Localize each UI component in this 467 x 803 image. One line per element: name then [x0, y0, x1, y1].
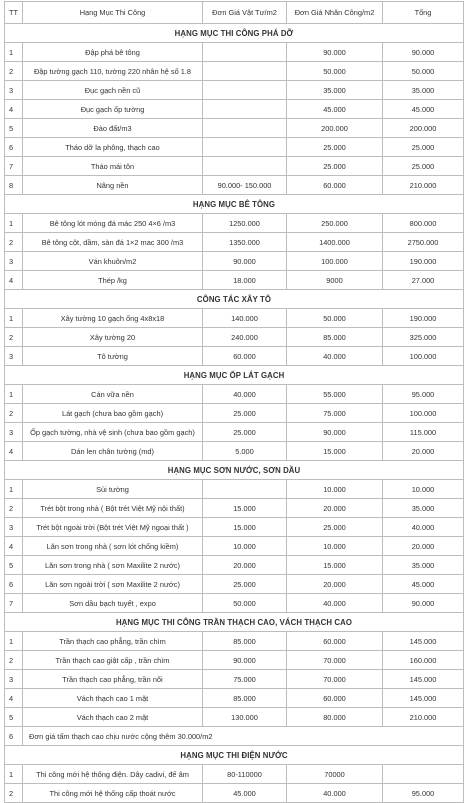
cell-name: Cán vữa nền — [23, 385, 203, 404]
cell-tong: 90.000 — [383, 43, 464, 62]
header-vat-tu: Đơn Giá Vật Tư/m2 — [203, 2, 287, 24]
table-row — [5, 651, 464, 670]
cell-tt: 2 — [5, 233, 23, 252]
cell-vat-tu: 18.000 — [203, 271, 287, 290]
table-body — [5, 24, 464, 803]
cell-name: Lăn sơn trong nhà ( sơn lót chống kiềm) — [23, 537, 203, 556]
table-row — [5, 271, 464, 290]
cell-vat-tu: 240.000 — [203, 328, 287, 347]
table-row — [5, 480, 464, 499]
cell-tt: 3 — [5, 81, 23, 100]
cell-nhan-cong: 80.000 — [287, 708, 383, 727]
cell-nhan-cong: 75.000 — [287, 404, 383, 423]
cell-vat-tu: 90.000- 150.000 — [203, 176, 287, 195]
cell-nhan-cong: 10.000 — [287, 537, 383, 556]
cell-nhan-cong: 25.000 — [287, 138, 383, 157]
cell-vat-tu — [203, 43, 287, 62]
cell-tt: 6 — [5, 727, 23, 746]
cell-tong: 90.000 — [383, 594, 464, 613]
cell-vat-tu: 60.000 — [203, 347, 287, 366]
table-row — [5, 233, 464, 252]
cell-vat-tu: 10.000 — [203, 537, 287, 556]
cell-nhan-cong: 250.000 — [287, 214, 383, 233]
table-header-row — [5, 2, 464, 24]
table-row — [5, 632, 464, 651]
cell-tt: 4 — [5, 537, 23, 556]
cell-tong: 27.000 — [383, 271, 464, 290]
cell-nhan-cong: 40.000 — [287, 347, 383, 366]
cell-tt: 5 — [5, 708, 23, 727]
cell-nhan-cong: 55.000 — [287, 385, 383, 404]
cell-tong: 50.000 — [383, 62, 464, 81]
cell-tt: 2 — [5, 62, 23, 81]
cell-tt: 3 — [5, 252, 23, 271]
cell-name: Ốp gạch tường, nhà vệ sinh (chưa bao gồm gạch) — [23, 423, 203, 442]
cell-name: Đục gạch ốp tường — [23, 100, 203, 119]
cell-tt: 2 — [5, 651, 23, 670]
cell-name: Trần thạch cao phẳng, trần nổi — [23, 670, 203, 689]
table-row — [5, 43, 464, 62]
cell-vat-tu: 1250.000 — [203, 214, 287, 233]
cell-tt: 4 — [5, 689, 23, 708]
table-row — [5, 499, 464, 518]
table-row — [5, 347, 464, 366]
cell-name: Thép /kg — [23, 271, 203, 290]
table-row — [5, 62, 464, 81]
cell-vat-tu: 5.000 — [203, 442, 287, 461]
note-text: Đơn giá tấm thạch cao chịu nước cộng thêm 30.000/m2 — [23, 727, 464, 746]
cell-vat-tu: 20.000 — [203, 556, 287, 575]
table-row — [5, 708, 464, 727]
cell-tt: 2 — [5, 404, 23, 423]
table-row — [5, 214, 464, 233]
cell-vat-tu: 25.000 — [203, 404, 287, 423]
cell-name: Sơn dầu bạch tuyết , expo — [23, 594, 203, 613]
cell-tong: 100.000 — [383, 404, 464, 423]
section-title: HẠNG MỤC THI CÔNG PHÁ DỠ — [5, 24, 464, 43]
cell-tt: 3 — [5, 670, 23, 689]
cell-vat-tu: 45.000 — [203, 784, 287, 803]
cell-nhan-cong: 100.000 — [287, 252, 383, 271]
cell-tong: 190.000 — [383, 252, 464, 271]
cell-tong: 190.000 — [383, 309, 464, 328]
cell-tt: 1 — [5, 309, 23, 328]
section-title: CÔNG TÁC XÂY TÔ — [5, 290, 464, 309]
cell-tong: 25.000 — [383, 138, 464, 157]
cell-tong — [383, 765, 464, 784]
cell-name: Ván khuôn/m2 — [23, 252, 203, 271]
cell-name: Trần thạch cao phẳng, trần chìm — [23, 632, 203, 651]
cell-vat-tu: 85.000 — [203, 632, 287, 651]
table-row — [5, 138, 464, 157]
cell-vat-tu: 40.000 — [203, 385, 287, 404]
cell-vat-tu — [203, 62, 287, 81]
cell-nhan-cong: 20.000 — [287, 499, 383, 518]
cell-tong: 325.000 — [383, 328, 464, 347]
cell-nhan-cong: 70.000 — [287, 670, 383, 689]
cell-name: Bê tông cột, dầm, sàn đá 1×2 mac 300 /m3 — [23, 233, 203, 252]
cell-tong: 95.000 — [383, 385, 464, 404]
cell-vat-tu: 15.000 — [203, 518, 287, 537]
cell-vat-tu — [203, 480, 287, 499]
cell-tong: 210.000 — [383, 176, 464, 195]
cell-tt: 3 — [5, 423, 23, 442]
cell-tt: 4 — [5, 100, 23, 119]
cell-tt: 5 — [5, 119, 23, 138]
table-row — [5, 765, 464, 784]
cell-vat-tu: 1350.000 — [203, 233, 287, 252]
cell-tt: 4 — [5, 271, 23, 290]
table-row — [5, 423, 464, 442]
cell-nhan-cong: 1400.000 — [287, 233, 383, 252]
cell-vat-tu: 90.000 — [203, 651, 287, 670]
cell-name: Đục gạch nền cũ — [23, 81, 203, 100]
cell-name: Trét bột ngoài trời (Bột trét Việt Mỹ ngoại thất ) — [23, 518, 203, 537]
cell-name: Sủi tường — [23, 480, 203, 499]
cell-vat-tu: 15.000 — [203, 499, 287, 518]
cell-name: Đào đất/m3 — [23, 119, 203, 138]
cell-tt: 6 — [5, 138, 23, 157]
cell-tong: 45.000 — [383, 100, 464, 119]
cell-vat-tu: 80-110000 — [203, 765, 287, 784]
cell-nhan-cong: 60.000 — [287, 632, 383, 651]
cell-tong: 210.000 — [383, 708, 464, 727]
cell-name: Tháo mái tôn — [23, 157, 203, 176]
table-row — [5, 689, 464, 708]
cell-tong: 145.000 — [383, 689, 464, 708]
cell-nhan-cong: 9000 — [287, 271, 383, 290]
cell-tt: 6 — [5, 575, 23, 594]
cell-nhan-cong: 20.000 — [287, 575, 383, 594]
cell-nhan-cong: 90.000 — [287, 43, 383, 62]
section-title: HẠNG MỤC THI CÔNG TRẦN THẠCH CAO, VÁCH THẠCH CAO — [5, 613, 464, 632]
cell-vat-tu — [203, 100, 287, 119]
cell-tong: 200.000 — [383, 119, 464, 138]
cell-vat-tu: 25.000 — [203, 575, 287, 594]
cell-tt: 1 — [5, 43, 23, 62]
cell-tong: 25.000 — [383, 157, 464, 176]
cell-nhan-cong: 25.000 — [287, 518, 383, 537]
cell-nhan-cong: 200.000 — [287, 119, 383, 138]
cell-vat-tu: 50.000 — [203, 594, 287, 613]
cell-tt: 1 — [5, 214, 23, 233]
cell-nhan-cong: 90.000 — [287, 423, 383, 442]
cell-tong: 10.000 — [383, 480, 464, 499]
section-title: HẠNG MỤC THI ĐIỆN NƯỚC — [5, 746, 464, 765]
cell-vat-tu: 130.000 — [203, 708, 287, 727]
cell-tong: 145.000 — [383, 670, 464, 689]
cell-tt: 1 — [5, 480, 23, 499]
cell-name: Đập phá bê tông — [23, 43, 203, 62]
cell-nhan-cong: 40.000 — [287, 784, 383, 803]
section-title-row — [5, 613, 464, 632]
cell-vat-tu: 75.000 — [203, 670, 287, 689]
table-row — [5, 328, 464, 347]
cell-nhan-cong: 85.000 — [287, 328, 383, 347]
table-row — [5, 100, 464, 119]
cell-tt: 5 — [5, 556, 23, 575]
cell-name: Tô tường — [23, 347, 203, 366]
cell-name: Thi công mới hệ thống điện. Dây cadivi, đế âm — [23, 765, 203, 784]
cell-tong: 100.000 — [383, 347, 464, 366]
cell-vat-tu: 140.000 — [203, 309, 287, 328]
cell-name: Xây tường 10 gạch ống 4x8x18 — [23, 309, 203, 328]
table-row — [5, 157, 464, 176]
cell-nhan-cong: 50.000 — [287, 309, 383, 328]
cell-name: Dán len chân tường (md) — [23, 442, 203, 461]
section-title-row — [5, 746, 464, 765]
cell-tt: 3 — [5, 518, 23, 537]
cell-vat-tu — [203, 81, 287, 100]
cell-vat-tu — [203, 138, 287, 157]
cell-vat-tu — [203, 119, 287, 138]
cell-vat-tu: 90.000 — [203, 252, 287, 271]
table-row — [5, 119, 464, 138]
cell-tt: 2 — [5, 328, 23, 347]
table-row — [5, 442, 464, 461]
cell-tt: 8 — [5, 176, 23, 195]
section-title-row — [5, 195, 464, 214]
cell-tt: 1 — [5, 632, 23, 651]
cell-nhan-cong: 60.000 — [287, 176, 383, 195]
cell-tong: 2750.000 — [383, 233, 464, 252]
cell-vat-tu: 25.000 — [203, 423, 287, 442]
header-name: Hạng Mục Thi Công — [23, 2, 203, 24]
cell-tt: 7 — [5, 157, 23, 176]
cell-nhan-cong: 15.000 — [287, 442, 383, 461]
cell-tong: 35.000 — [383, 81, 464, 100]
cell-name: Lăn sơn trong nhà ( sơn Maxilite 2 nước) — [23, 556, 203, 575]
cell-name: Thi công mới hệ thống cấp thoát nước — [23, 784, 203, 803]
table-row — [5, 537, 464, 556]
cell-nhan-cong: 40.000 — [287, 594, 383, 613]
cell-nhan-cong: 45.000 — [287, 100, 383, 119]
cell-tong: 115.000 — [383, 423, 464, 442]
section-title-row — [5, 290, 464, 309]
table-row — [5, 556, 464, 575]
price-table — [4, 1, 464, 803]
table-row — [5, 670, 464, 689]
table-row — [5, 176, 464, 195]
cell-tt: 4 — [5, 442, 23, 461]
table-row — [5, 575, 464, 594]
cell-tong: 20.000 — [383, 442, 464, 461]
cell-nhan-cong: 60.000 — [287, 689, 383, 708]
header-tong: Tổng — [383, 2, 464, 24]
cell-tt: 2 — [5, 784, 23, 803]
cell-name: Trét bột trong nhà ( Bột trét Việt Mỹ nội thất) — [23, 499, 203, 518]
cell-tt: 1 — [5, 385, 23, 404]
cell-vat-tu — [203, 157, 287, 176]
section-title-row — [5, 24, 464, 43]
section-title-row — [5, 461, 464, 480]
cell-tong: 40.000 — [383, 518, 464, 537]
note-row — [5, 727, 464, 746]
section-title-row — [5, 366, 464, 385]
cell-name: Bê tông lót móng đá mác 250 4×6 /m3 — [23, 214, 203, 233]
cell-nhan-cong: 70000 — [287, 765, 383, 784]
table-row — [5, 252, 464, 271]
cell-nhan-cong: 70.000 — [287, 651, 383, 670]
cell-tt: 3 — [5, 347, 23, 366]
cell-tong: 800.000 — [383, 214, 464, 233]
cell-tong: 45.000 — [383, 575, 464, 594]
table-row — [5, 81, 464, 100]
cell-name: Tháo dỡ la phông, thạch cao — [23, 138, 203, 157]
cell-name: Lăn sơn ngoài trời ( sơn Maxilite 2 nước) — [23, 575, 203, 594]
cell-nhan-cong: 35.000 — [287, 81, 383, 100]
cell-nhan-cong: 15.000 — [287, 556, 383, 575]
cell-tt: 1 — [5, 765, 23, 784]
header-tt: TT — [5, 2, 23, 24]
table-row — [5, 385, 464, 404]
cell-tt: 2 — [5, 499, 23, 518]
cell-tong: 35.000 — [383, 499, 464, 518]
cell-tong: 95.000 — [383, 784, 464, 803]
cell-nhan-cong: 25.000 — [287, 157, 383, 176]
cell-nhan-cong: 50.000 — [287, 62, 383, 81]
section-title: HẠNG MỤC SƠN NƯỚC, SƠN DẦU — [5, 461, 464, 480]
cell-name: Xây tường 20 — [23, 328, 203, 347]
table-row — [5, 309, 464, 328]
table-row — [5, 404, 464, 423]
cell-vat-tu: 85.000 — [203, 689, 287, 708]
table-row — [5, 594, 464, 613]
section-title: HẠNG MỤC ỐP LÁT GẠCH — [5, 366, 464, 385]
header-nhan-cong: Đơn Giá Nhân Công/m2 — [287, 2, 383, 24]
cell-name: Vách thạch cao 1 mặt — [23, 689, 203, 708]
cell-tong: 20.000 — [383, 537, 464, 556]
cell-tt: 7 — [5, 594, 23, 613]
table-row — [5, 518, 464, 537]
section-title: HẠNG MỤC BÊ TÔNG — [5, 195, 464, 214]
cell-tong: 160.000 — [383, 651, 464, 670]
cell-tong: 35.000 — [383, 556, 464, 575]
cell-name: Vách thạch cao 2 mặt — [23, 708, 203, 727]
cell-name: Đập tường gạch 110, tường 220 nhân hệ số 1.8 — [23, 62, 203, 81]
cell-nhan-cong: 10.000 — [287, 480, 383, 499]
cell-name: Trần thạch cao giật cấp , trần chìm — [23, 651, 203, 670]
cell-name: Lát gạch (chưa bao gồm gạch) — [23, 404, 203, 423]
cell-tong: 145.000 — [383, 632, 464, 651]
cell-name: Nâng nền — [23, 176, 203, 195]
